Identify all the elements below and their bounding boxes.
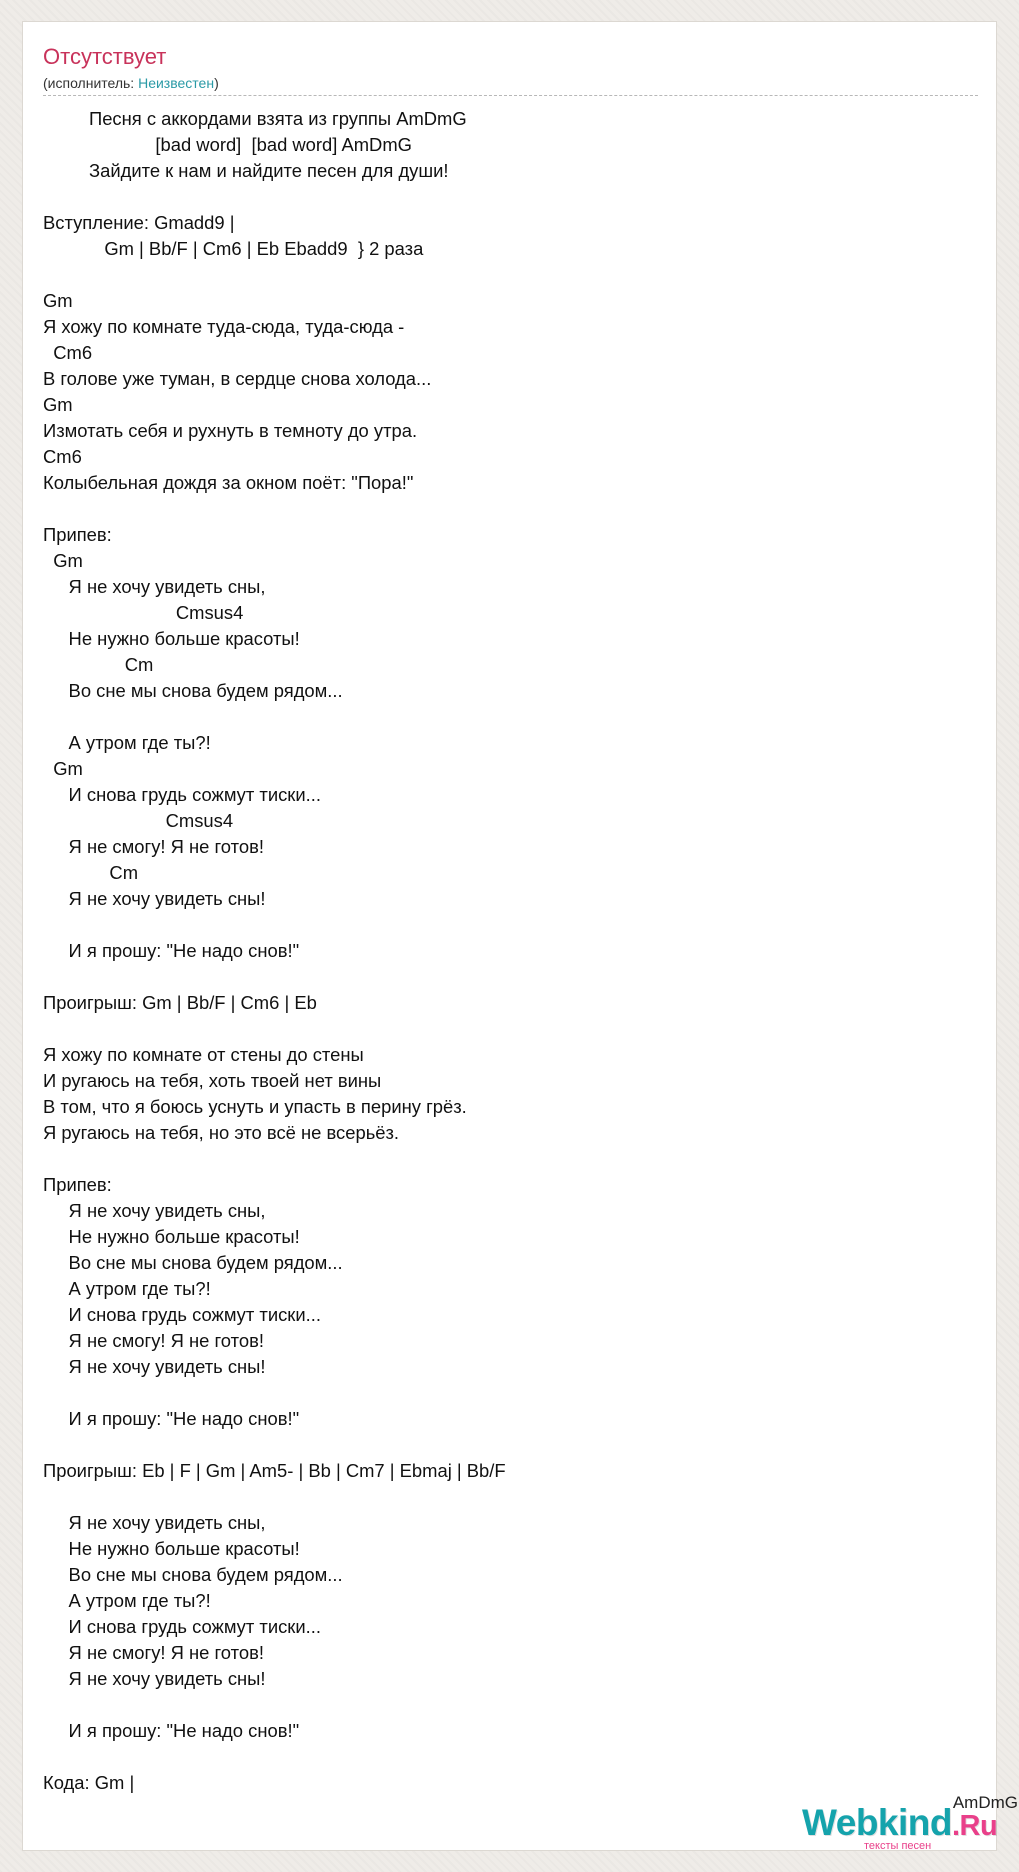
header-divider	[43, 95, 978, 96]
artist-prefix: (исполнитель:	[43, 75, 139, 91]
logo-main-text: Webkind	[802, 1802, 952, 1843]
song-card	[22, 21, 997, 1851]
source-label: AmDmG	[952, 1793, 1018, 1812]
song-title: Отсутствует	[43, 44, 167, 69]
webkind-logo[interactable]	[802, 1802, 998, 1853]
logo-tld-text: .Ru	[952, 1810, 998, 1842]
artist-link[interactable]: Неизвестен	[138, 75, 215, 91]
artist-line	[43, 75, 219, 92]
lyrics-text: Песня с аккордами взята из группы AmDmG [bad word] [bad word] AmDmG Зайдите к нам и найдите песен для души! Вступление: Gmadd9 | Gm | Bb/F | Cm6 | Eb Ebadd9 } 2 раза Gm Я хожу по комнате туда-сюда, туда-сюда - Cm6 В голове уже туман, в сердце снова холода... Gm Измотать себя и рухнуть в темноту до утра. Cm6 Колыбельная дождя за окном поёт: "Пора!" Припев: Gm Я не хочу увидеть сны, Cmsus4 Не нужно больше красоты! Cm Во сне мы снова будем рядом... А утром где ты?! Gm И снова грудь сожмут тиски... Cmsus4 Я не смогу! Я не готов! Cm Я не хочу увидеть сны! И я прошу: "Не надо снов!" Проигрыш: Gm | Bb/F | Cm6 | Eb Я хожу по комнате от стены до стены И ругаюсь на тебя, хоть твоей нет вины В том, что я боюсь уснуть и упасть в перину грёз. Я ругаюсь на тебя, но это всё не всерьёз. Припев: Я не хочу увидеть сны, Не нужно больше красоты! Во сне мы снова будем рядом... А утром где ты?! И снова грудь сожмут тиски... Я не смогу! Я не готов! Я не хочу увидеть сны! И я прошу: "Не надо снов!" Проигрыш: Eb | F | Gm | Am5- | Bb | Cm7 | Ebmaj | Bb/F Я не хочу увидеть сны, Не нужно больше красоты! Во сне мы снова будем рядом... А утром где ты?! И снова грудь сожмут тиски... Я не смогу! Я не готов! Я не хочу увидеть сны! И я прошу: "Не надо снов!" Кода: Gm |	[43, 108, 506, 1793]
logo-subtitle: тексты песен	[864, 1840, 932, 1852]
artist-suffix: )	[214, 75, 219, 91]
